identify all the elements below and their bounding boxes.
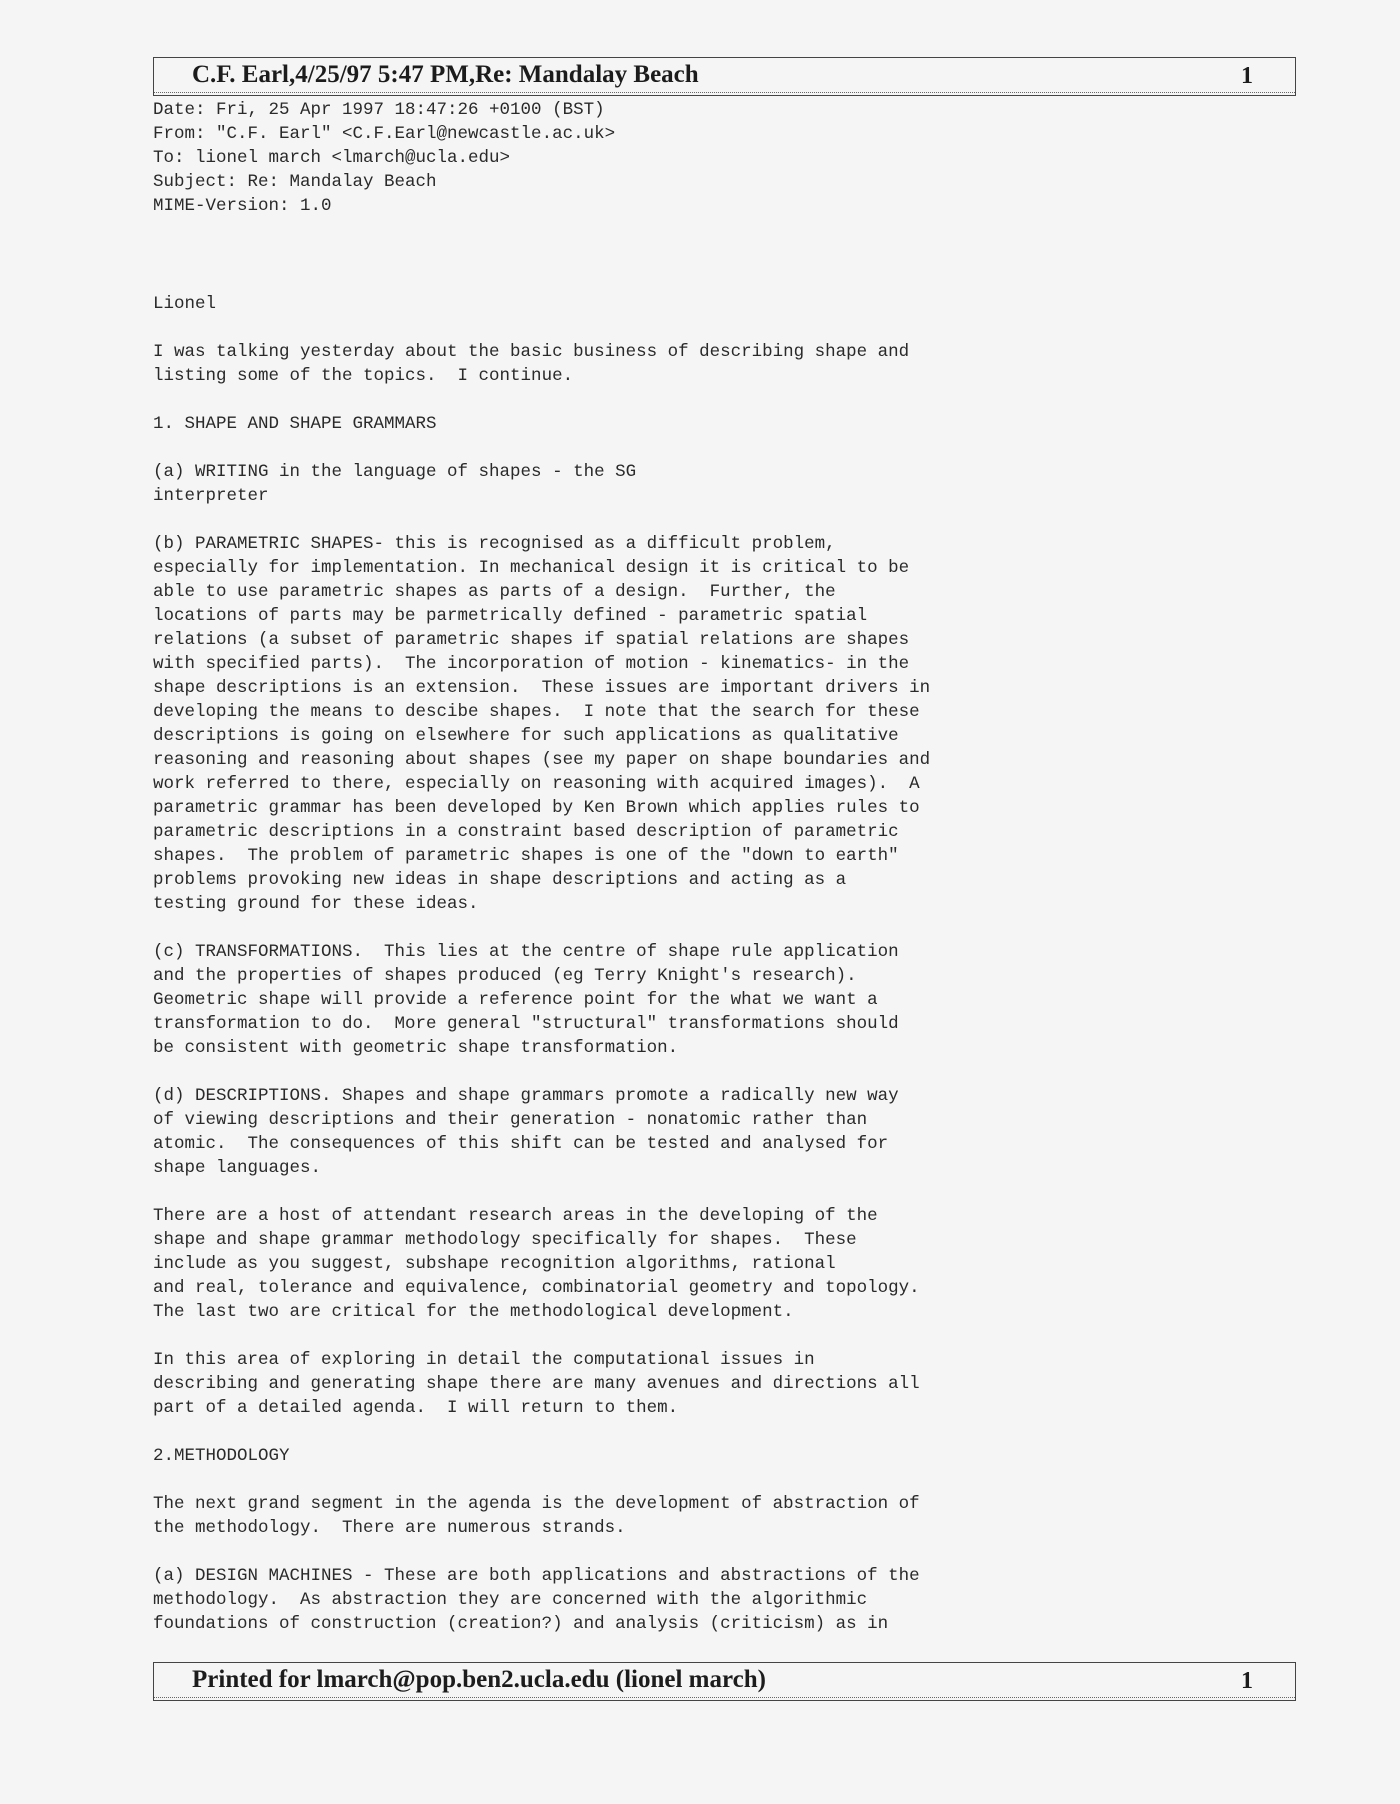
body-line: 1. SHAPE AND SHAPE GRAMMARS [153, 414, 437, 434]
body-line: I was talking yesterday about the basic business of describing shape and [153, 342, 910, 362]
body-line: foundations of construction (creation?) and analysis (criticism) as in [153, 1614, 889, 1634]
body-line: (c) TRANSFORMATIONS. This lies at the centre of shape rule application [153, 942, 899, 962]
body-line: (a) WRITING in the language of shapes - the SG [153, 462, 637, 482]
body-line: (a) DESIGN MACHINES - These are both applications and abstractions of the [153, 1566, 920, 1586]
body-line: part of a detailed agenda. I will return to them. [153, 1398, 679, 1418]
body-line: shape languages. [153, 1158, 322, 1178]
body-line: descriptions is going on elsewhere for such applications as qualitative [153, 726, 899, 746]
footer-page-number: 1 [1241, 1668, 1253, 1694]
header-page-number: 1 [1241, 63, 1253, 89]
body-line: reasoning and reasoning about shapes (see my paper on shape boundaries and [153, 750, 931, 770]
blank-line [153, 1060, 1253, 1084]
body-line: with specified parts). The incorporation of motion - kinematics- in the [153, 654, 910, 674]
body-line: the methodology. There are numerous strands. [153, 1518, 626, 1538]
body-line: of viewing descriptions and their generation - nonatomic rather than [153, 1110, 868, 1130]
blank-line [153, 316, 1253, 340]
body-line: (d) DESCRIPTIONS. Shapes and shape grammars promote a radically new way [153, 1086, 899, 1106]
body-line: (b) PARAMETRIC SHAPES- this is recognised as a difficult problem, [153, 534, 836, 554]
blank-line [153, 1420, 1253, 1444]
header-subject: Subject: Re: Mandalay Beach [153, 172, 437, 192]
body-line: Geometric shape will provide a reference point for the what we want a [153, 990, 878, 1010]
header-to: To: lionel march <lmarch@ucla.edu> [153, 148, 511, 168]
header-banner [153, 57, 1296, 96]
body-line: In this area of exploring in detail the computational issues in [153, 1350, 815, 1370]
blank-line [153, 1180, 1253, 1204]
footer-banner [153, 1662, 1296, 1701]
body-line: problems provoking new ideas in shape descriptions and acting as a [153, 870, 847, 890]
body-line: parametric grammar has been developed by Ken Brown which applies rules to [153, 798, 920, 818]
body-line: atomic. The consequences of this shift can be tested and analysed for [153, 1134, 889, 1154]
email-headers [153, 98, 1253, 218]
body-line: The next grand segment in the agenda is the development of abstraction of [153, 1494, 920, 1514]
blank-line [153, 1540, 1253, 1564]
header-from: From: "C.F. Earl" <C.F.Earl@newcastle.ac.uk> [153, 124, 616, 144]
footer-banner-title: Printed for lmarch@pop.ben2.ucla.edu (lionel march) [192, 1666, 766, 1693]
body-line: and the properties of shapes produced (eg Terry Knight's research). [153, 966, 857, 986]
body-line: parametric descriptions in a constraint based description of parametric [153, 822, 899, 842]
body-line: able to use parametric shapes as parts of a design. Further, the [153, 582, 836, 602]
body-line: testing ground for these ideas. [153, 894, 479, 914]
blank-line [153, 1468, 1253, 1492]
blank-line [153, 1324, 1253, 1348]
blank-line [153, 916, 1253, 940]
body-line: especially for implementation. In mechanical design it is critical to be [153, 558, 910, 578]
body-line: developing the means to descibe shapes. I note that the search for these [153, 702, 920, 722]
blank-line [153, 388, 1253, 412]
email-body [153, 292, 1253, 1636]
header-date: Date: Fri, 25 Apr 1997 18:47:26 +0100 (BST) [153, 100, 605, 120]
body-line: and real, tolerance and equivalence, combinatorial geometry and topology. [153, 1278, 920, 1298]
header-mime-version: MIME-Version: 1.0 [153, 196, 332, 216]
blank-line [153, 508, 1253, 532]
body-line: be consistent with geometric shape transformation. [153, 1038, 679, 1058]
body-line: locations of parts may be parmetrically defined - parametric spatial [153, 606, 868, 626]
body-line: listing some of the topics. I continue. [153, 366, 574, 386]
body-line: There are a host of attendant research areas in the developing of the [153, 1206, 878, 1226]
body-line: describing and generating shape there are many avenues and directions all [153, 1374, 920, 1394]
body-line: 2.METHODOLOGY [153, 1446, 290, 1466]
body-line: interpreter [153, 486, 269, 506]
body-line: shapes. The problem of parametric shapes is one of the "down to earth" [153, 846, 899, 866]
body-line: work referred to there, especially on reasoning with acquired images). A [153, 774, 920, 794]
body-line: relations (a subset of parametric shapes if spatial relations are shapes [153, 630, 910, 650]
blank-line [153, 436, 1253, 460]
body-line: transformation to do. More general "structural" transformations should [153, 1014, 899, 1034]
body-line: The last two are critical for the methodological development. [153, 1302, 794, 1322]
body-line: shape descriptions is an extension. These issues are important drivers in [153, 678, 931, 698]
header-banner-title: C.F. Earl,4/25/97 5:47 PM,Re: Mandalay Beach [192, 61, 699, 88]
body-line: shape and shape grammar methodology specifically for shapes. These [153, 1230, 857, 1250]
body-line: include as you suggest, subshape recognition algorithms, rational [153, 1254, 836, 1274]
body-line: Lionel [153, 294, 217, 314]
body-line: methodology. As abstraction they are concerned with the algorithmic [153, 1590, 868, 1610]
